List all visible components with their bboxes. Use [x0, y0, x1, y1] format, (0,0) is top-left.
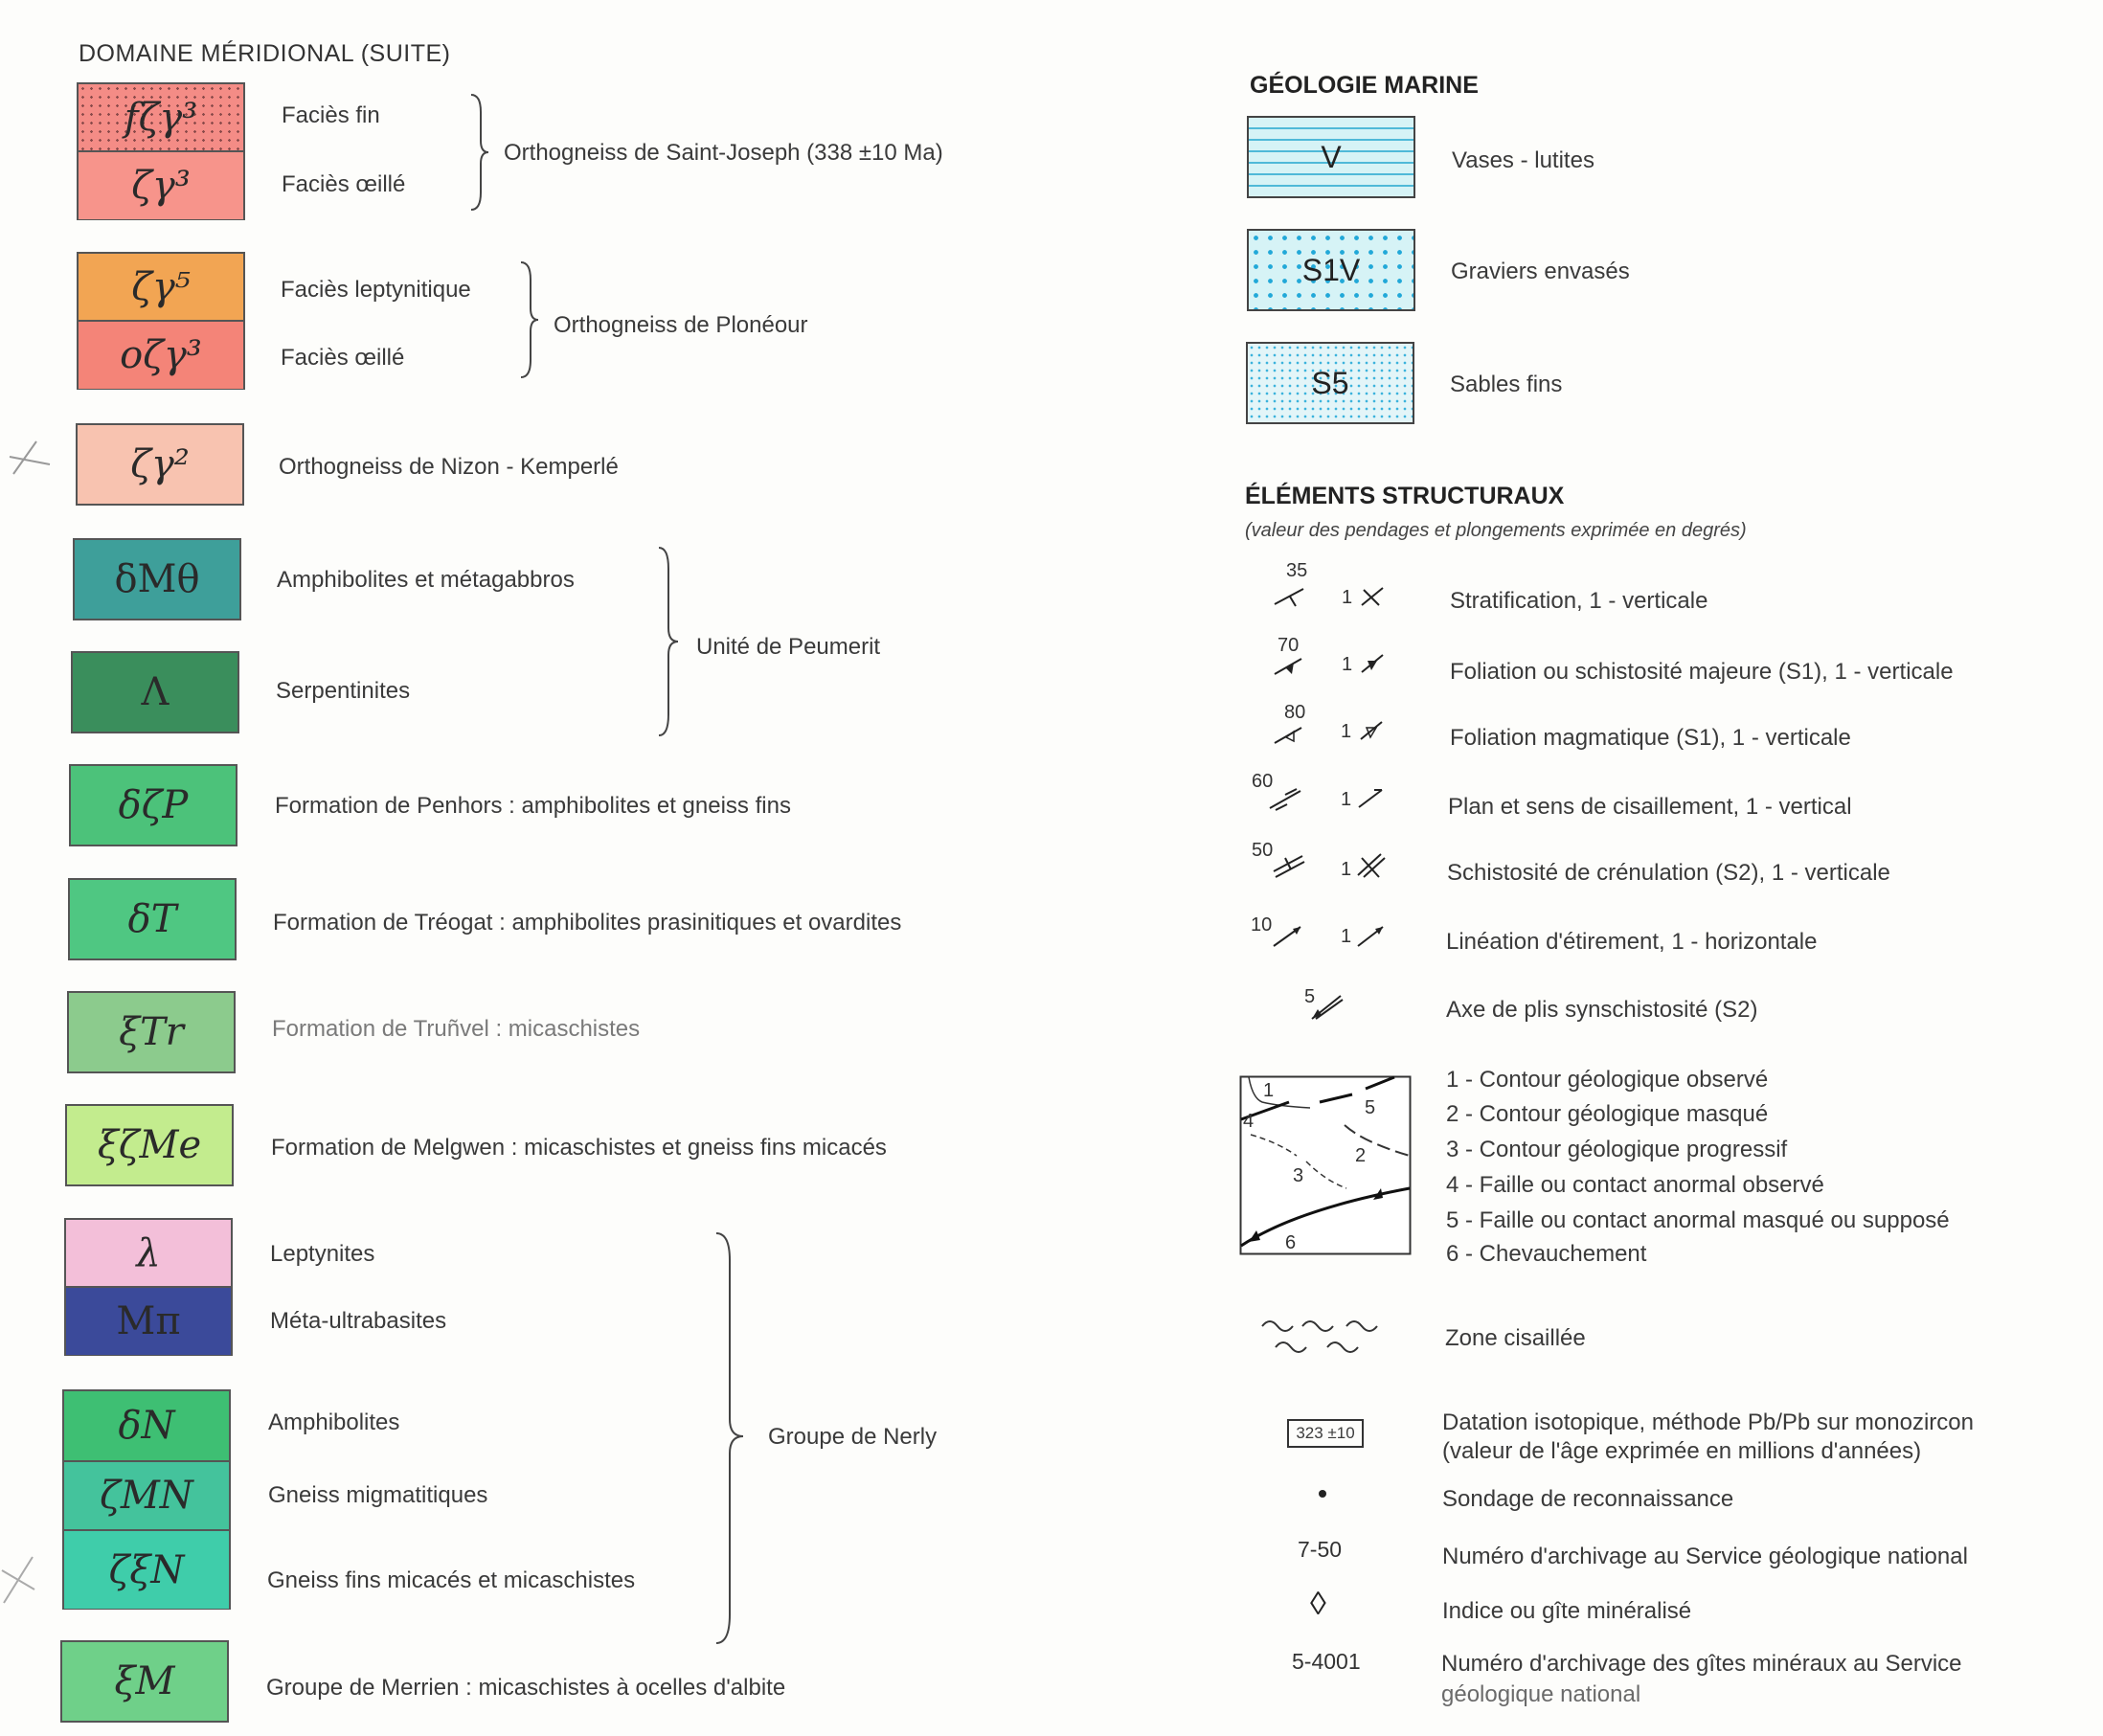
shear-plane-icon [1266, 785, 1310, 814]
diagram-number: 3 [1293, 1165, 1304, 1186]
legend-swatch-amphibolites: δN [64, 1391, 229, 1460]
legend-label: Numéro d'archivage des gîtes minéraux au Service [1441, 1651, 1962, 1677]
legend-label: Datation isotopique, méthode Pb/Pb sur monozircon [1442, 1409, 1974, 1435]
lineation-horizontal-icon [1354, 921, 1387, 950]
dip-value: 5 [1304, 986, 1316, 1007]
legend-label: Formation de Penhors : amphibolites et gneiss fins [275, 793, 791, 819]
legend-swatch-metagabbros: δMθ [73, 538, 241, 620]
legend-swatch-eye-ploneour: oζγ³ [79, 320, 243, 389]
legend-label: Linéation d'étirement, 1 - horizontale [1446, 929, 1818, 955]
legend-swatch-nizon: ζγ² [76, 423, 244, 506]
legend-label: Formation de Truñvel : micaschistes [272, 1016, 641, 1042]
legend-label: Vases - lutites [1452, 147, 1594, 173]
dip-value: 1 [1342, 587, 1353, 608]
group-label-saint-joseph: Orthogneiss de Saint-Joseph (338 ±10 Ma) [504, 140, 943, 166]
legend-swatch-merrien: ξM [60, 1640, 229, 1723]
foliation-icon [1271, 651, 1309, 680]
legend-label: Amphibolites et métagabbros [277, 567, 575, 593]
gites-number: 5-4001 [1292, 1649, 1361, 1674]
shear-zone-icon [1260, 1315, 1400, 1357]
shear-plane-vertical-icon [1355, 784, 1386, 813]
legend-box-saint-joseph [77, 82, 245, 220]
legend-box-nerly [62, 1389, 231, 1610]
marine-swatch-vases: V [1247, 116, 1415, 198]
lineation-icon [1270, 921, 1308, 950]
group-label-nerly: Groupe de Nerly [768, 1424, 938, 1450]
legend-swatch-serpentinites: Λ [71, 651, 239, 733]
legend-box-ploneour [77, 252, 245, 390]
legend-swatch-leptynitique: ζγ⁵ [79, 254, 243, 320]
contour-label: 2 - Contour géologique masqué [1446, 1101, 1769, 1127]
brace [714, 1231, 745, 1647]
group-label-ploneour: Orthogneiss de Plonéour [554, 312, 808, 338]
legend-swatch-meta-ultrabasites: Mπ [66, 1286, 231, 1355]
dip-value: 50 [1252, 840, 1274, 861]
legend-label: Foliation ou schistosité majeure (S1), 1 - verticale [1450, 659, 1954, 685]
legend-label: Orthogneiss de Nizon - Kemperlé [279, 454, 619, 480]
legend-label: Faciès œillé [281, 345, 405, 371]
contour-label: 5 - Faille ou contact anormal masqué ou supposé [1446, 1207, 1950, 1233]
stratification-icon [1271, 579, 1309, 608]
pencil-mark [0, 1551, 38, 1609]
foliation-vertical-icon [1358, 649, 1387, 678]
legend-box-leptynites [64, 1218, 233, 1356]
legend-swatch-melgwen: ξζMe [65, 1104, 234, 1186]
legend-label: Sondage de reconnaissance [1442, 1486, 1734, 1512]
legend-swatch-fine: fζγ³ [79, 84, 243, 150]
marine-swatch-sables: S5 [1246, 342, 1414, 424]
legend-label: Faciès œillé [282, 171, 406, 197]
contour-label: 3 - Contour géologique progressif [1446, 1137, 1788, 1162]
brace [469, 93, 490, 212]
section-title-structural: ÉLÉMENTS STRUCTURAUX [1245, 483, 1565, 509]
section-title-domaine: DOMAINE MÉRIDIONAL (SUITE) [79, 40, 451, 67]
contour-label: 1 - Contour géologique observé [1446, 1067, 1769, 1093]
dip-value: 80 [1284, 702, 1306, 723]
diagram-number: 1 [1263, 1080, 1275, 1101]
diagram-number: 2 [1355, 1145, 1367, 1166]
diamond-icon: ◊ [1310, 1586, 1326, 1622]
legend-label: Plan et sens de cisaillement, 1 - vertical [1448, 794, 1852, 820]
legend-label: Sables fins [1450, 372, 1563, 397]
legend-label: Indice ou gîte minéralisé [1442, 1598, 1692, 1624]
dip-value: 1 [1341, 926, 1352, 947]
dip-value: 35 [1286, 560, 1308, 581]
legend-label: Méta-ultrabasites [270, 1308, 447, 1334]
legend-label: Stratification, 1 - verticale [1450, 588, 1708, 614]
diagram-number: 6 [1285, 1232, 1297, 1253]
legend-label: géologique national [1441, 1681, 1641, 1707]
dip-value: 1 [1341, 721, 1352, 742]
contour-label: 6 - Chevauchement [1446, 1241, 1647, 1267]
legend-swatch-migmatitiques: ζMN [64, 1460, 229, 1529]
dip-value: 1 [1341, 859, 1352, 880]
archive-number: 7-50 [1298, 1537, 1343, 1562]
legend-label: Zone cisaillée [1445, 1325, 1586, 1351]
diagram-number: 5 [1365, 1097, 1376, 1118]
legend-label: Faciès fin [282, 102, 380, 128]
legend-label: Leptynites [270, 1241, 375, 1267]
marine-swatch-graviers: S1V [1247, 229, 1415, 311]
legend-label: Groupe de Merrien : micaschistes à ocelles d'albite [266, 1675, 786, 1701]
legend-label: Graviers envasés [1451, 259, 1630, 284]
dip-value: 1 [1341, 789, 1352, 810]
legend-swatch-trunvel: ξTr [67, 991, 236, 1073]
diagram-number: 4 [1243, 1111, 1255, 1132]
legend-swatch-eye: ζγ³ [79, 150, 243, 219]
dip-value: 60 [1252, 771, 1274, 792]
foliation-magmatic-icon [1271, 720, 1309, 749]
legend-swatch-penhors: δζP [69, 764, 237, 846]
stratification-vertical-icon [1358, 582, 1387, 611]
legend-label: Foliation magmatique (S1), 1 - verticale [1450, 725, 1851, 751]
legend-swatch-treogat: δT [68, 878, 237, 960]
dating-box: 323 ±10 [1287, 1419, 1364, 1448]
structural-note: (valeur des pendages et plongements exprimée en degrés) [1245, 520, 1747, 541]
brace [657, 546, 680, 739]
legend-label: Numéro d'archivage au Service géologique national [1442, 1544, 1968, 1569]
legend-swatch-leptynites: λ [66, 1220, 231, 1286]
legend-label: Formation de Melgwen : micaschistes et gneiss fins micacés [271, 1135, 887, 1161]
dip-value: 10 [1251, 914, 1273, 936]
legend-label: Serpentinites [276, 678, 411, 704]
crenulation-icon [1270, 850, 1312, 879]
group-label-peumerit: Unité de Peumerit [696, 634, 881, 660]
crenulation-vertical-icon [1354, 850, 1387, 881]
dip-value: 70 [1278, 635, 1300, 656]
fold-axis-icon [1308, 992, 1346, 1023]
contour-diagram [1239, 1075, 1412, 1255]
foliation-magmatic-vertical-icon [1357, 716, 1386, 745]
legend-label: Schistosité de crénulation (S2), 1 - verticale [1447, 860, 1890, 886]
legend-label: Formation de Tréogat : amphibolites prasinitiques et ovardites [273, 910, 902, 936]
legend-label: Amphibolites [268, 1409, 400, 1435]
drill-dot-icon [1319, 1490, 1326, 1498]
legend-label: (valeur de l'âge exprimée en millions d'années) [1442, 1438, 1922, 1464]
legend-swatch-gneiss-fins: ζξN [64, 1529, 229, 1609]
pencil-mark [8, 436, 52, 480]
legend-label: Gneiss migmatitiques [268, 1482, 488, 1508]
legend-label: Axe de plis synschistosité (S2) [1446, 997, 1758, 1023]
brace [519, 260, 540, 379]
section-title-marine: GÉOLOGIE MARINE [1250, 72, 1479, 99]
contour-label: 4 - Faille ou contact anormal observé [1446, 1172, 1824, 1198]
dip-value: 1 [1342, 654, 1353, 675]
legend-label: Gneiss fins micacés et micaschistes [267, 1567, 636, 1593]
legend-label: Faciès leptynitique [281, 277, 471, 303]
